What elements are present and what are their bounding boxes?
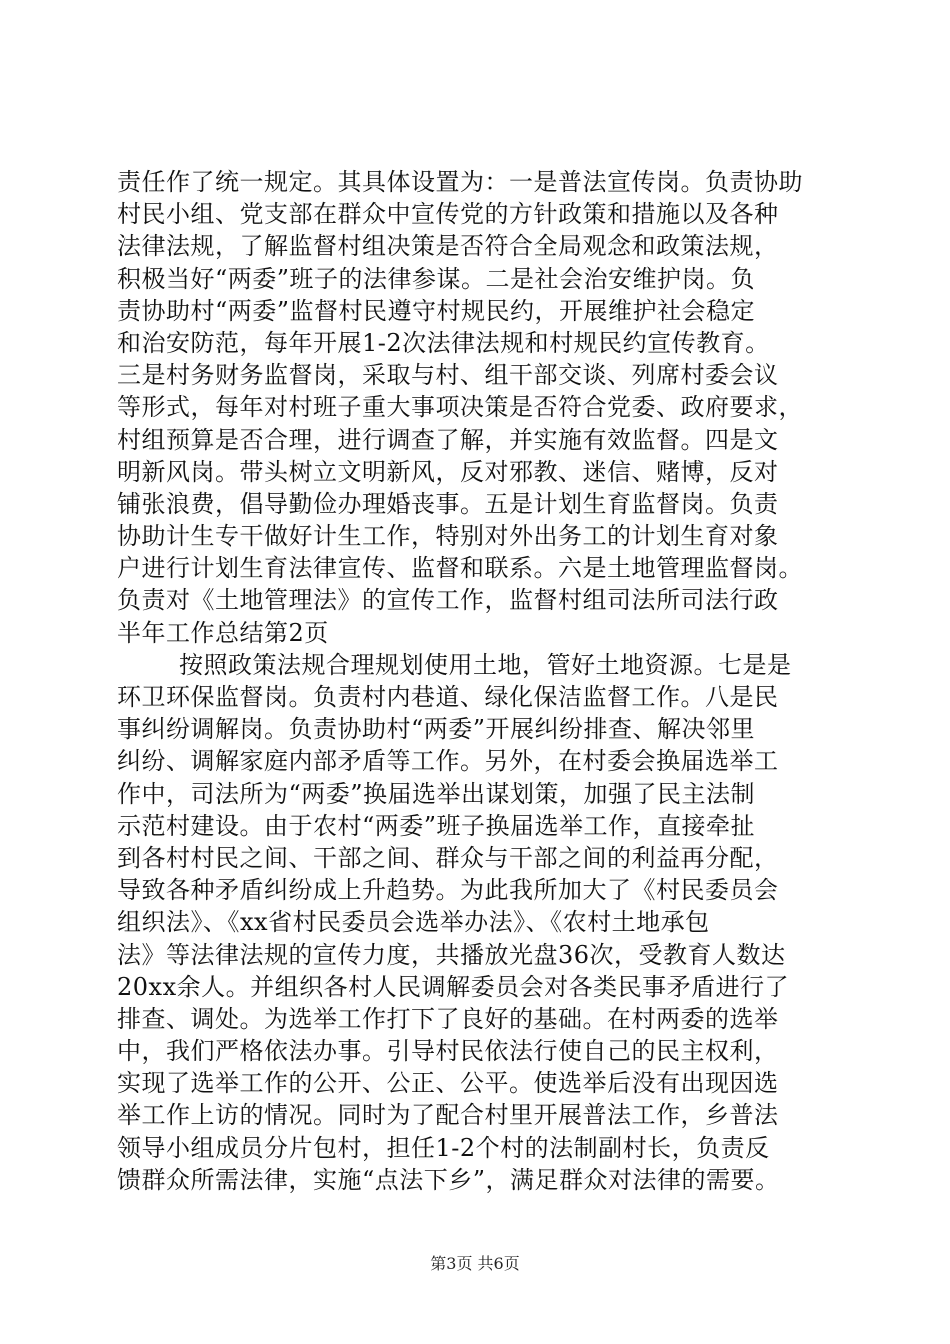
document-body — [117, 166, 837, 1196]
text-line: 积极当好“两委”班子的法律参谋。二是社会治安维护岗。负 — [117, 264, 756, 293]
text-line: 馈群众所需法律，实施“点法下乡”，满足群众对法律的需要。 — [117, 1165, 780, 1194]
text-line: 明新风岗。带头树立文明新风，反对邪教、迷信、赌博，反对 — [117, 457, 779, 486]
text-line: 负责对《土地管理法》的宣传工作，监督村组司法所司法行政 — [117, 586, 779, 615]
page-break-marker: 半年工作总结第2页 — [117, 618, 329, 647]
text-line: 环卫环保监督岗。负责村内巷道、绿化保洁监督工作。八是民 — [117, 683, 779, 711]
text-line: 事纠纷调解岗。负责协助村“两委”开展纠纷排查、解决邻里 — [117, 715, 756, 744]
text-line: 责协助村“两委”监督村民遵守村规民约，开展维护社会稳定 — [117, 296, 756, 325]
text-line: 作中，司法所为“两委”换届选举出谋划策，加强了民主法制 — [117, 779, 756, 808]
text-line: 导致各种矛盾纠纷成上升趋势。为此我所加大了《村民委员会 — [117, 876, 779, 905]
text-line: 示范村建设。由于农村“两委”班子换届选举工作，直接牵扯 — [117, 811, 756, 840]
text-line: 中，我们严格依法办事。引导村民依法行使自己的民主权利， — [117, 1037, 779, 1066]
text-line: 排查、调处。为选举工作打下了良好的基础。在村两委的选举 — [117, 1004, 779, 1033]
text-line: 户进行计划生育法律宣传、监督和联系。六是土地管理监督岗。 — [117, 554, 803, 583]
text-line: 20xx余人。并组织各村人民调解委员会对各类民事矛盾进行了 — [117, 972, 790, 1001]
text-line: 纠纷、调解家庭内部矛盾等工作。另外，在村委会换届选举工 — [117, 747, 779, 776]
text-line: 实现了选举工作的公开、公正、公平。使选举后没有出现因选 — [117, 1069, 779, 1098]
text-line: 村民小组、党支部在群众中宣传党的方针政策和措施以及各种 — [117, 200, 779, 229]
text-line: 协助计生专干做好计生工作，特别对外出务工的计划生育对象 — [117, 522, 779, 551]
text-line: 举工作上访的情况。同时为了配合村里开展普法工作，乡普法 — [117, 1101, 779, 1130]
text-line: 到各村村民之间、干部之间、群众与干部之间的利益再分配， — [117, 843, 779, 872]
text-line: 组织法》、《xx省村民委员会选举办法》、《农村土地承包 — [117, 908, 710, 937]
text-line: 和治安防范，每年开展1-2次法律法规和村规民约宣传教育。 — [117, 328, 770, 357]
text-line: 铺张浪费，倡导勤俭办理婚丧事。五是计划生育监督岗。负责 — [117, 489, 779, 518]
text-line: 等形式，每年对村班子重大事项决策是否符合党委、政府要求， — [117, 393, 803, 422]
text-line: 领导小组成员分片包村，担任1-2个村的法制副村长，负责反 — [117, 1133, 770, 1162]
text-line: 责任作了统一规定。其具体设置为：一是普法宣传岗。负责协助 — [117, 168, 803, 196]
text-line: 法》等法律法规的宣传力度，共播放光盘36次，受教育人数达 — [117, 940, 786, 969]
text-line: 法律法规，了解监督村组决策是否符合全局观念和政策法规， — [117, 232, 779, 261]
page-footer: 第3页 共6页 — [430, 1254, 520, 1273]
text-line: 三是村务财务监督岗，采取与村、组干部交谈、列席村委会议 — [117, 361, 779, 390]
paragraph-start-line: 按照政策法规合理规划使用土地，管好土地资源。七是是 — [179, 650, 792, 679]
text-line: 村组预算是否合理，进行调查了解，并实施有效监督。四是文 — [117, 425, 779, 454]
